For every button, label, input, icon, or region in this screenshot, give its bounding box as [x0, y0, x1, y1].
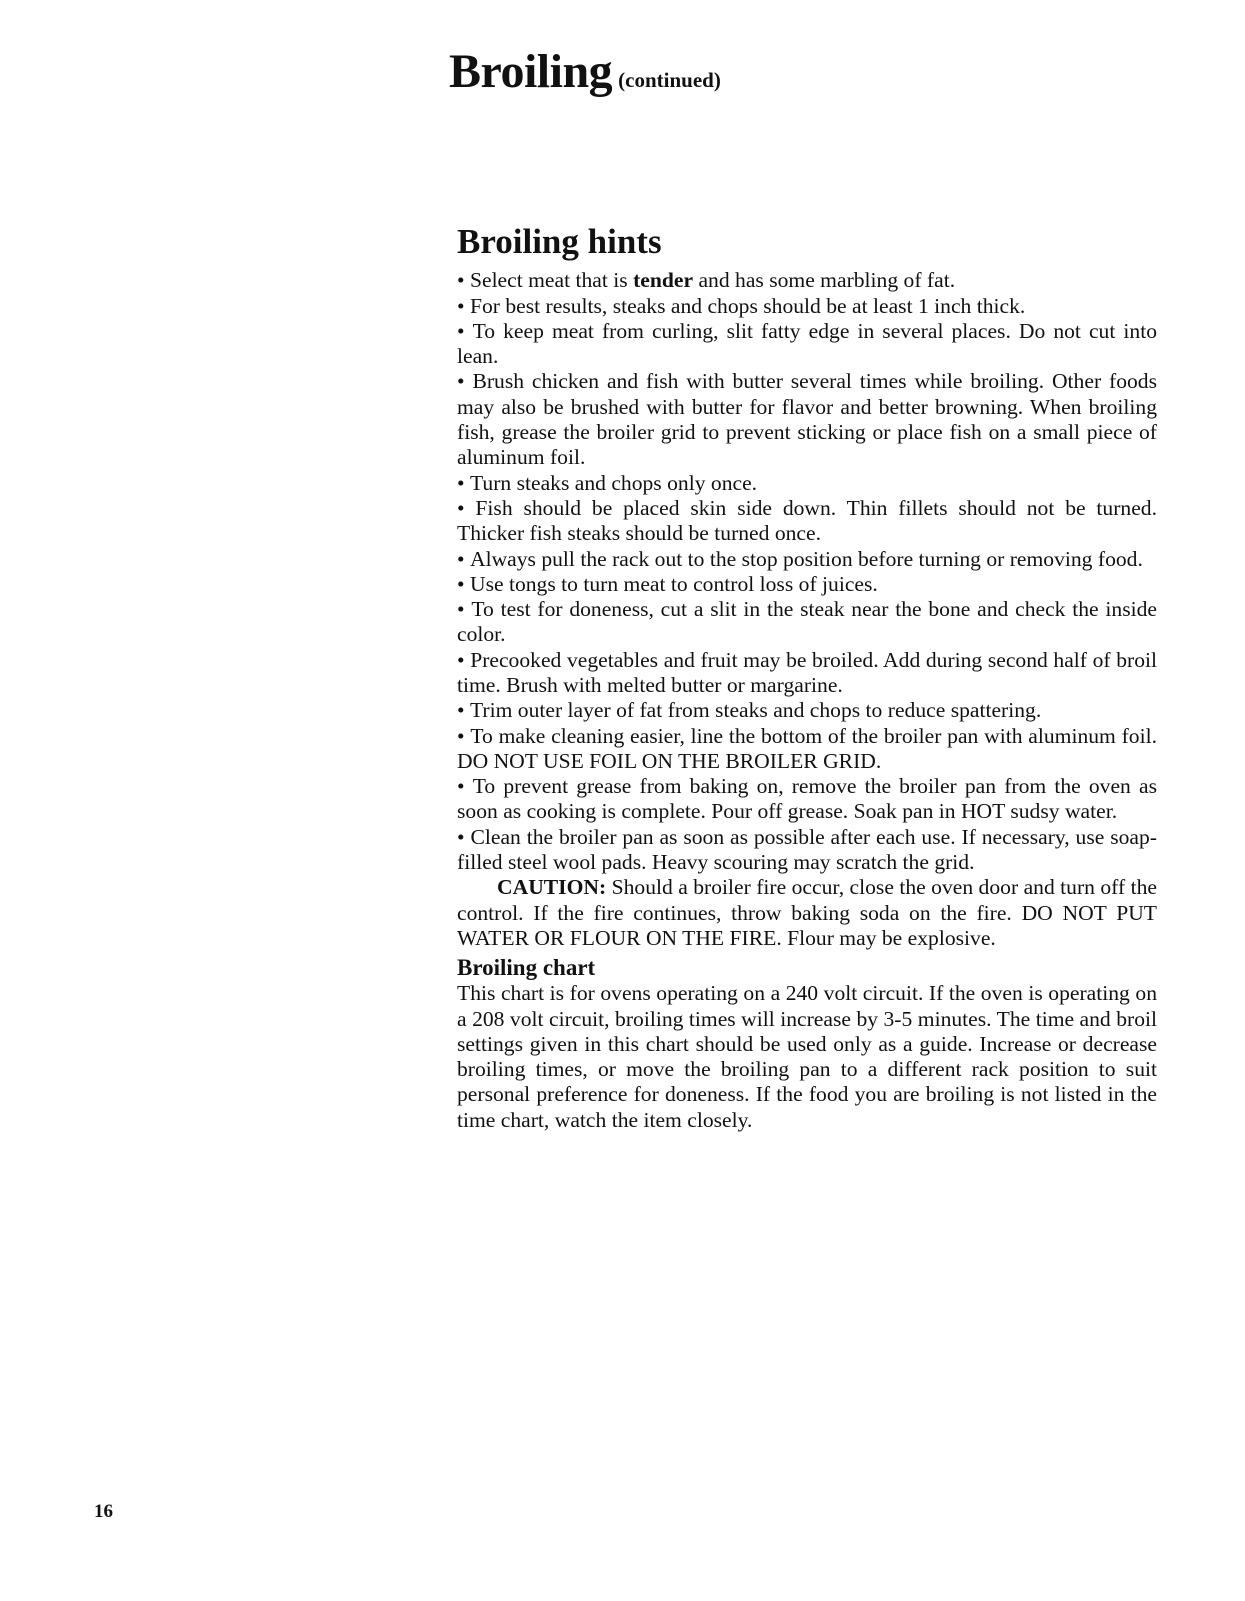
hint-item: • Always pull the rack out to the stop position before turning or removing food.: [457, 547, 1157, 572]
hint-item: • Use tongs to turn meat to control loss of juices.: [457, 572, 1157, 597]
hint-item: • To prevent grease from baking on, remove the broiler pan from the oven as soon as cooking is complete. Pour off grease. Soak pan in HOT sudsy water.: [457, 774, 1157, 825]
hint-item: • To keep meat from curling, slit fatty edge in several places. Do not cut into lean.: [457, 319, 1157, 370]
hint-item: • Fish should be placed skin side down. Thin fillets should not be turned. Thicker fish steaks should be turned once.: [457, 496, 1157, 547]
hint-item: • To test for doneness, cut a slit in the steak near the bone and check the inside color.: [457, 597, 1157, 648]
hint-text: Select meat that is: [469, 268, 634, 293]
broiling-chart-intro: [457, 981, 1157, 1133]
hint-item: • Brush chicken and fish with butter several times while broiling. Other foods may also be brushed with butter for flavor and better browning. When broiling fish, grease the broiler grid to prevent sticking or place fish on a small piece of aluminum foil.: [457, 369, 1157, 470]
hints-list: [457, 268, 1157, 951]
hint-item: • Clean the broiler pan as soon as possible after each use. If necessary, use soap-filled steel wool pads. Heavy scouring may scratch the grid.: [457, 825, 1157, 876]
hint-emphasis: tender: [633, 268, 694, 293]
page-title: [449, 45, 721, 98]
caution-label: CAUTION:: [497, 875, 607, 900]
hint-item: • Trim outer layer of fat from steaks and chops to reduce spattering.: [457, 698, 1157, 723]
broiling-hints-heading: Broiling hints: [457, 222, 662, 261]
main-content: [457, 222, 1157, 1133]
hint-item: • For best results, steaks and chops should be at least 1 inch thick.: [457, 294, 1157, 319]
broiling-chart-text: This chart is for ovens operating on a 240 volt circuit. If the oven is operating on a 208 volt circuit, broiling times will increase by 3-5 minutes. The time and broil settings given in this chart should be used only as a guide. Increase or decrease broiling times, or move the broiling pan to a different rack position to suit personal preference for doneness. If the food you are broiling is not listed in the time chart, watch the item closely.: [457, 981, 1157, 1132]
caution-paragraph: [457, 875, 1157, 951]
page-title-main: Broiling: [449, 45, 613, 98]
hint-item: • Turn steaks and chops only once.: [457, 471, 1157, 496]
page-number: 16: [94, 1501, 113, 1522]
broiling-chart-heading: Broiling chart: [457, 955, 596, 981]
page-title-continued: (continued): [618, 68, 721, 92]
hint-item: • Precooked vegetables and fruit may be broiled. Add during second half of broil time. Brush with melted butter or margarine.: [457, 648, 1157, 699]
hint-text: and has some marbling of fat.: [693, 268, 956, 293]
hint-item: • To make cleaning easier, line the bottom of the broiler pan with aluminum foil. DO NOT USE FOIL ON THE BROILER GRID.: [457, 724, 1157, 775]
hint-item: [457, 268, 1157, 293]
caution-text: Should a broiler fire occur, close the oven door and turn off the control. If the fire continues, throw baking soda on the fire. DO NOT PUT WATER OR FLOUR ON THE FIRE. Flour may be explosive.: [457, 875, 1157, 950]
